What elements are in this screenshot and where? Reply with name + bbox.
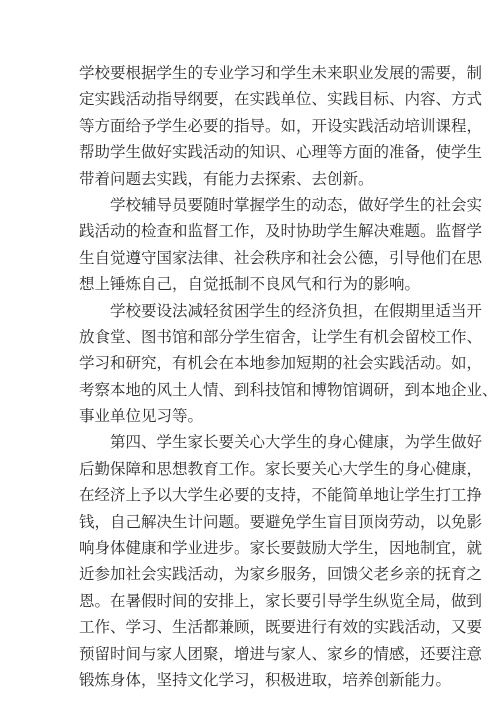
paragraph-line: 践活动的检查和监督工作，及时协助学生解决难题。监督学 — [79, 222, 483, 241]
paragraph-line: 等方面给予学生必要的指导。如，开设实践活动培训课程， — [79, 116, 483, 135]
paragraph-line: 学校辅导员要随时掌握学生的动态，做好学生的社会实 — [110, 195, 483, 214]
paragraph-line: 想上锤炼自己，自觉抵制不良风气和行为的影响。 — [79, 275, 421, 294]
paragraph-4 — [79, 429, 483, 693]
paragraph-line: 考察本地的风土人情、到科技馆和博物馆调研，到本地企业、 — [79, 380, 498, 399]
paragraph-line: 生自觉遵守国家法律、社会秩序和社会公德，引导他们在思 — [79, 248, 483, 267]
paragraph-line: 帮助学生做好实践活动的知识、心理等方面的准备，使学生 — [79, 143, 483, 162]
paragraph-line: 后勤保障和思想教育工作。家长要关心大学生的身心健康， — [79, 459, 483, 478]
paragraph-line: 放食堂、图书馆和部分学生宿舍，让学生有机会留校工作、 — [79, 327, 483, 346]
paragraph-line: 学校要根据学生的专业学习和学生未来职业发展的需要，制 — [79, 64, 483, 82]
body-text — [79, 60, 498, 693]
paragraph-line: 定实践活动指导纲要，在实践单位、实践目标、内容、方式 — [79, 90, 483, 109]
paragraph-line: 近参加社会实践活动，为家乡服务，回馈父老乡亲的抚育之 — [79, 565, 483, 584]
paragraph-line: 工作、学习、生活都兼顾，既要进行有效的实践活动，又要 — [79, 618, 483, 637]
paragraph-line: 响身体健康和学业进步。家长要鼓励大学生，因地制宜，就 — [79, 539, 483, 558]
paragraph-line: 学习和研究，有机会在本地参加短期的社会实践活动。如， — [79, 354, 483, 373]
paragraph-3 — [79, 298, 498, 430]
paragraph-line: 预留时间与家人团聚，增进与家人、家乡的情感，还要注意 — [79, 644, 483, 663]
paragraph-line: 钱，自己解决生计问题。要避免学生盲目顶岗劳动，以免影 — [79, 512, 483, 531]
paragraph-line: 带着问题去实践，有能力去探索、去创新。 — [79, 169, 374, 188]
paragraph-line: 在经济上予以大学生必要的支持，不能简单地让学生打工挣 — [79, 486, 483, 505]
paragraph-1 — [79, 60, 483, 192]
paragraph-line: 事业单位见习等。 — [79, 407, 204, 426]
paragraph-line: 锻炼身体，坚持文化学习，积极进取，培养创新能力。 — [79, 670, 452, 689]
paragraph-line: 恩。在暑假时间的安排上，家长要引导学生纵览全局，做到 — [79, 591, 483, 610]
paragraph-2 — [79, 192, 483, 298]
paragraph-line: 学校要设法减轻贫困学生的经济负担，在假期里适当开 — [110, 301, 483, 320]
paragraph-line: 第四、学生家长要关心大学生的身心健康，为学生做好 — [110, 433, 483, 452]
